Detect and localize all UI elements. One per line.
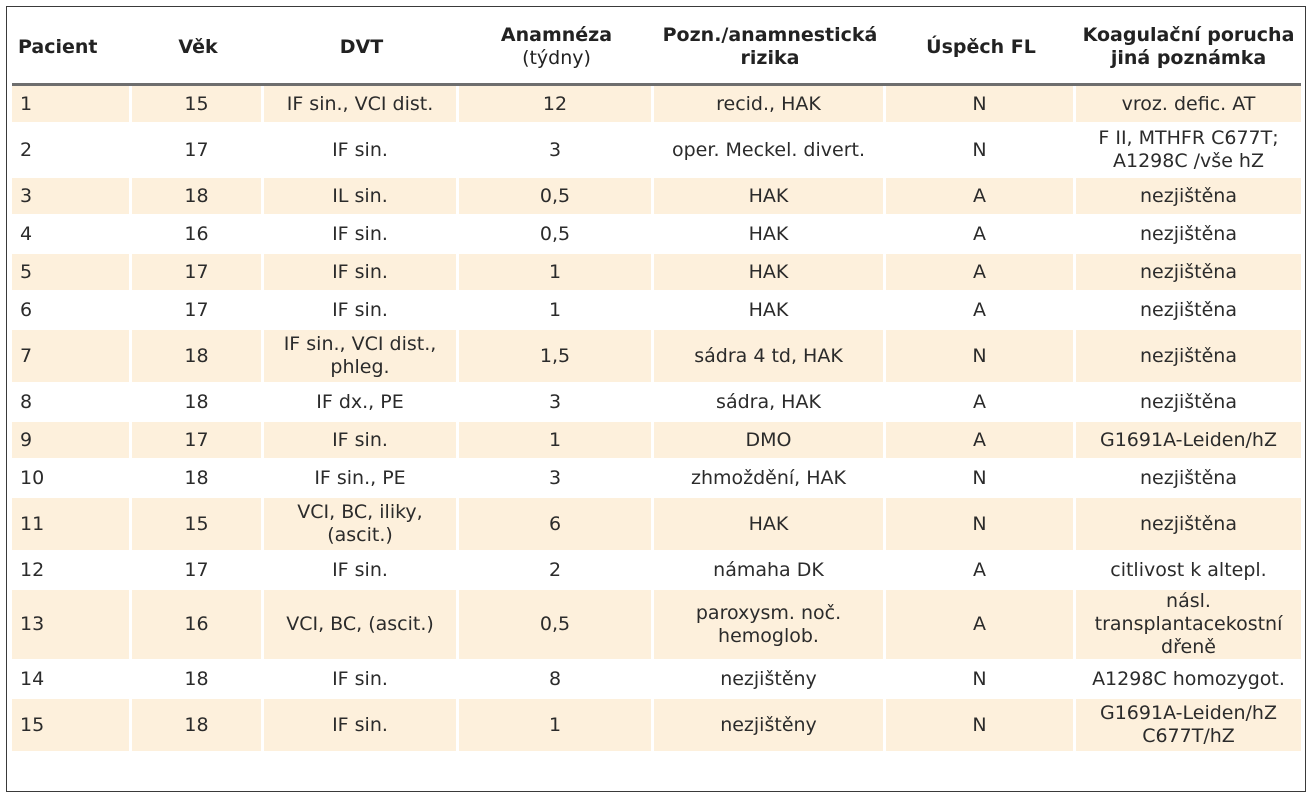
table-row: [12, 552, 1301, 590]
cell-dvt: IF sin.: [264, 216, 459, 254]
cell-age: 18: [132, 699, 264, 753]
cell-success: N: [886, 661, 1076, 699]
cell-risk: HAK: [654, 216, 886, 254]
cell-age: 17: [132, 254, 264, 292]
cell-risk: recid., HAK: [654, 86, 886, 124]
cell-history: 8: [459, 661, 654, 699]
cell-note: nezjištěna: [1076, 254, 1301, 292]
cell-history: 0,5: [459, 216, 654, 254]
header-history-title: Anamnéza: [500, 24, 613, 46]
header-risk: [654, 11, 886, 86]
cell-dvt: IL sin.: [264, 178, 459, 216]
cell-patient: 14: [12, 661, 132, 699]
cell-dvt: VCI, BC, (ascit.): [264, 590, 459, 661]
cell-note: nezjištěna: [1076, 216, 1301, 254]
cell-note: nezjištěna: [1076, 292, 1301, 330]
table-body: [12, 86, 1301, 753]
cell-age: 17: [132, 422, 264, 460]
table-row: [12, 216, 1301, 254]
cell-patient: 15: [12, 699, 132, 753]
cell-success: A: [886, 552, 1076, 590]
cell-note: nezjištěna: [1076, 498, 1301, 552]
cell-success: A: [886, 422, 1076, 460]
cell-history: 3: [459, 460, 654, 498]
cell-patient: 10: [12, 460, 132, 498]
header-row: [12, 11, 1301, 86]
cell-patient: 4: [12, 216, 132, 254]
cell-patient: 12: [12, 552, 132, 590]
cell-dvt: VCI, BC, iliky, (ascit.): [264, 498, 459, 552]
header-disorder: [1076, 11, 1301, 86]
cell-risk: HAK: [654, 178, 886, 216]
cell-dvt: IF dx., PE: [264, 384, 459, 422]
cell-age: 17: [132, 124, 264, 178]
cell-dvt: IF sin.: [264, 699, 459, 753]
cell-risk: HAK: [654, 498, 886, 552]
cell-patient: 2: [12, 124, 132, 178]
cell-success: A: [886, 292, 1076, 330]
cell-note: nezjištěna: [1076, 330, 1301, 384]
cell-note: nezjištěna: [1076, 460, 1301, 498]
cell-note: citlivost k altepl.: [1076, 552, 1301, 590]
table-row: [12, 498, 1301, 552]
cell-dvt: IF sin., VCI dist.: [264, 86, 459, 124]
cell-success: N: [886, 699, 1076, 753]
cell-dvt: IF sin., PE: [264, 460, 459, 498]
cell-patient: 3: [12, 178, 132, 216]
header-age: Věk: [132, 11, 264, 86]
cell-age: 18: [132, 661, 264, 699]
cell-age: 17: [132, 552, 264, 590]
cell-note: G1691A-Leiden/hZ C677T/hZ: [1076, 699, 1301, 753]
cell-age: 15: [132, 86, 264, 124]
cell-dvt: IF sin.: [264, 254, 459, 292]
cell-patient: 1: [12, 86, 132, 124]
header-disorder-line2: jiná poznámka: [1110, 47, 1267, 69]
cell-note: A1298C homozygot.: [1076, 661, 1301, 699]
cell-patient: 13: [12, 590, 132, 661]
cell-history: 3: [459, 124, 654, 178]
cell-risk: HAK: [654, 292, 886, 330]
cell-dvt: IF sin.: [264, 422, 459, 460]
table-row: [12, 178, 1301, 216]
table-row: [12, 254, 1301, 292]
cell-note: G1691A-Leiden/hZ: [1076, 422, 1301, 460]
header-risk-line1: Pozn./anamnestická: [662, 24, 878, 46]
cell-patient: 11: [12, 498, 132, 552]
cell-dvt: IF sin.: [264, 292, 459, 330]
cell-success: N: [886, 498, 1076, 552]
cell-risk: námaha DK: [654, 552, 886, 590]
cell-patient: 5: [12, 254, 132, 292]
cell-patient: 7: [12, 330, 132, 384]
table-row: [12, 590, 1301, 661]
cell-age: 16: [132, 216, 264, 254]
table-row: [12, 124, 1301, 178]
cell-history: 3: [459, 384, 654, 422]
cell-dvt: IF sin., VCI dist., phleg.: [264, 330, 459, 384]
table-header: [12, 11, 1301, 86]
cell-history: 12: [459, 86, 654, 124]
header-history: [459, 11, 654, 86]
table-row: [12, 661, 1301, 699]
cell-note: vroz. defic. AT: [1076, 86, 1301, 124]
cell-history: 0,5: [459, 590, 654, 661]
cell-history: 1: [459, 699, 654, 753]
cell-risk: sádra, HAK: [654, 384, 886, 422]
cell-risk: nezjištěny: [654, 661, 886, 699]
cell-history: 1: [459, 422, 654, 460]
cell-dvt: IF sin.: [264, 661, 459, 699]
table-row: [12, 699, 1301, 753]
cell-success: A: [886, 216, 1076, 254]
header-history-unit: (týdny): [522, 47, 591, 69]
cell-history: 1: [459, 254, 654, 292]
cell-success: N: [886, 86, 1076, 124]
cell-risk: DMO: [654, 422, 886, 460]
cell-success: A: [886, 178, 1076, 216]
table-row: [12, 460, 1301, 498]
cell-patient: 9: [12, 422, 132, 460]
cell-success: N: [886, 330, 1076, 384]
cell-success: N: [886, 460, 1076, 498]
header-dvt: DVT: [264, 11, 459, 86]
table-row: [12, 292, 1301, 330]
cell-age: 18: [132, 460, 264, 498]
cell-history: 0,5: [459, 178, 654, 216]
cell-dvt: IF sin.: [264, 124, 459, 178]
table-row: [12, 86, 1301, 124]
cell-note: nezjištěna: [1076, 384, 1301, 422]
cell-patient: 8: [12, 384, 132, 422]
header-risk-line2: rizika: [740, 47, 800, 69]
header-disorder-line1: Koagulační porucha: [1082, 24, 1295, 46]
cell-risk: nezjištěny: [654, 699, 886, 753]
header-success: Úspěch FL: [886, 11, 1076, 86]
cell-history: 6: [459, 498, 654, 552]
cell-history: 1,5: [459, 330, 654, 384]
patients-table: [12, 11, 1301, 753]
cell-success: A: [886, 590, 1076, 661]
cell-success: A: [886, 254, 1076, 292]
cell-age: 16: [132, 590, 264, 661]
cell-risk: oper. Meckel. divert.: [654, 124, 886, 178]
cell-risk: paroxysm. noč. hemoglob.: [654, 590, 886, 661]
table-row: [12, 384, 1301, 422]
cell-patient: 6: [12, 292, 132, 330]
cell-age: 15: [132, 498, 264, 552]
table-frame: [6, 6, 1306, 792]
cell-age: 18: [132, 178, 264, 216]
cell-age: 18: [132, 330, 264, 384]
table-row: [12, 330, 1301, 384]
cell-risk: sádra 4 td, HAK: [654, 330, 886, 384]
cell-history: 1: [459, 292, 654, 330]
table-row: [12, 422, 1301, 460]
cell-age: 18: [132, 384, 264, 422]
cell-success: N: [886, 124, 1076, 178]
cell-risk: HAK: [654, 254, 886, 292]
cell-age: 17: [132, 292, 264, 330]
header-patient: Pacient: [12, 11, 132, 86]
cell-success: A: [886, 384, 1076, 422]
cell-note: F II, MTHFR C677T; A1298C /vše hZ: [1076, 124, 1301, 178]
cell-note: násl. transplantacekostní dřeně: [1076, 590, 1301, 661]
cell-risk: zhmoždění, HAK: [654, 460, 886, 498]
cell-history: 2: [459, 552, 654, 590]
cell-note: nezjištěna: [1076, 178, 1301, 216]
cell-dvt: IF sin.: [264, 552, 459, 590]
